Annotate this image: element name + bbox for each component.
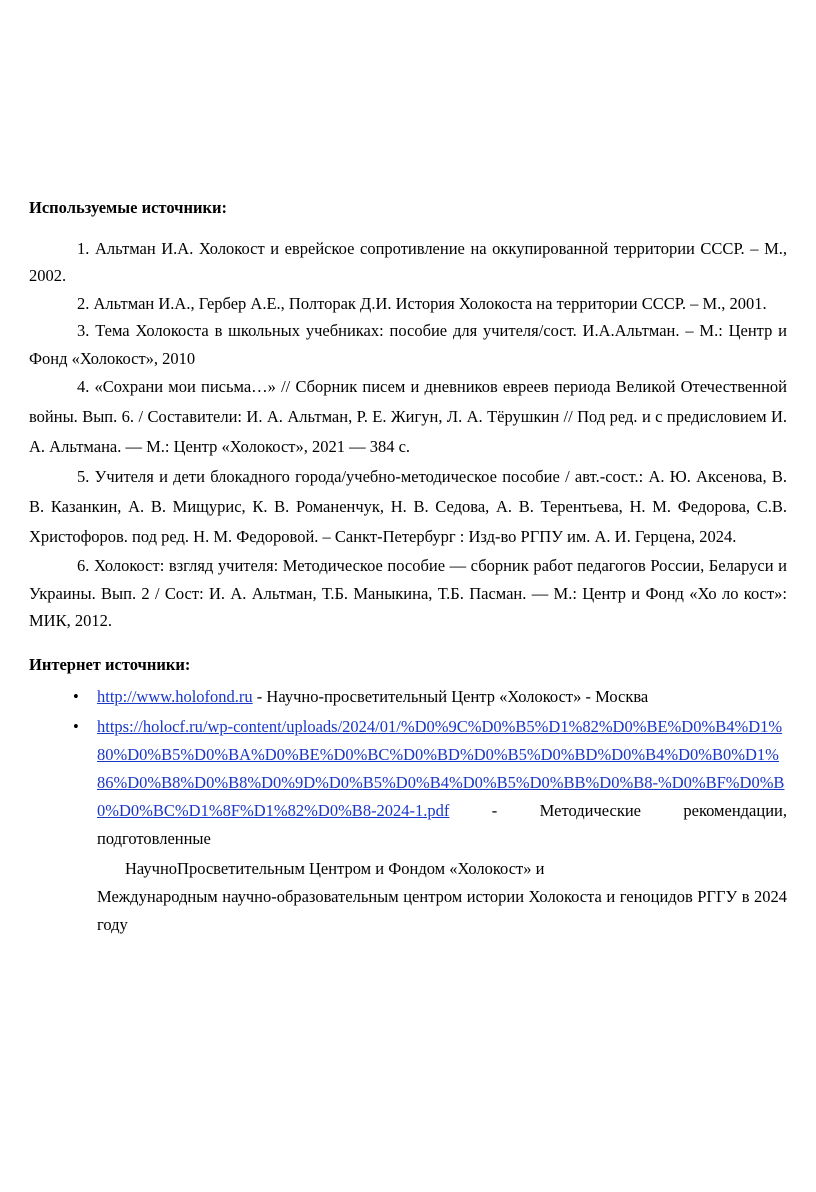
internet-tail-line [29, 855, 787, 883]
reference-item: 4. «Сохрани мои письма…» // Сборник писем и дневников евреев периода Великой Отечественной войны. Вып. 6. / Составители: И. А. Альтман, Р. Е. Жигун, Л. А. Тёрушкин // Под ред. и с предисловием И. А. Альтмана. — М.: Центр «Холокост», 2021 — 384 с. [29, 377, 787, 456]
list-item [29, 713, 787, 853]
reference-item: 1. Альтман И.А. Холокост и еврейское сопротивление на оккупированной территории СССР. – М., 2002. [29, 238, 787, 285]
internet-tail-line: Международным научно-образовательным центром истории Холокоста и геноцидов РГГУ в 2024 году [97, 887, 787, 934]
sources-heading: Используемые источники: [29, 198, 227, 217]
link-description: - Научно-просветительный Центр «Холокост» - Москва [252, 687, 649, 706]
reference-item: 2. Альтман И.А., Гербер А.Е., Полторак Д.И. История Холокоста на территории СССР. – М., 2001. [77, 293, 767, 313]
link-holocf-pdf[interactable]: https://holocf.ru/wp-content/uploads/2024/01/%D0%9C%D0%B5%D1%82%D0%BE%D0%B4%D1%80%D0%B5%D0%BA%D0%BE%D0%BC%D0%BD%D0%B5%D0%BD%D0%B4%D0%B0%D1%86%D0%B8%D0%B8%D0%9D%D0%B5%D0%B4%D0%B5%D0%BB%D0%B8-%D0%BF%D0%B0%D0%BC%D1%8F%D1%82%D0%B8-2024-1.pdf [97, 717, 785, 820]
internet-sources-heading: Интернет источники: [29, 654, 191, 674]
reference-item: 6. Холокост: взгляд учителя: Методическое пособие — сборник работ педагогов России, Беларуси и Украины. Вып. 2 / Сост: И. А. Альтман, Т.Б. Маныкина, Т.Б. Пасман. — М.: Центр и Фонд «Хо ло кост»: МИК, 2012. [29, 556, 787, 630]
link-holofond[interactable]: http://www.holofond.ru [97, 687, 253, 706]
reference-item: 5. Учителя и дети блокадного города/учебно-методическое пособие / авт.-сост.: А. Ю. Аксенова, В. В. Казанкин, А. В. Мищурис, К. В. Романенчук, Н. В. Седова, А. В. Терентьева, Н. М. Федорова, С.В. Христофоров. под ред. Н. М. Федоровой. – Санкт-Петербург : Изд-во РГПУ им. А. И. Герцена, 2024. [29, 467, 787, 546]
internet-tail-text: НаучноПросветительным Центром и Фондом «Холокост» и [125, 859, 545, 878]
list-item [29, 683, 787, 711]
reference-item: 3. Тема Холокоста в школьных учебниках: пособие для учителя/сост. И.А.Альтман. – М.: Центр и Фонд «Холокост», 2010 [29, 321, 787, 368]
link-description: - Методические рекомендации, подготовленные [97, 801, 787, 848]
internet-sources-list [29, 683, 787, 853]
